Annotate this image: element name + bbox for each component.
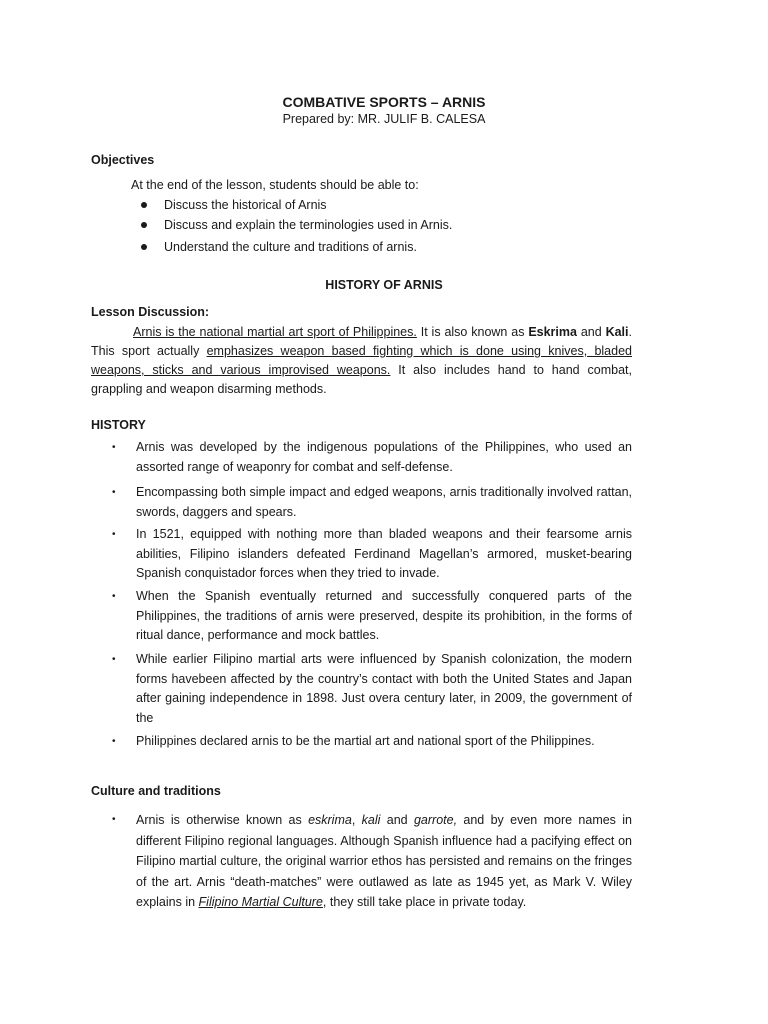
bold-term: Kali: [605, 325, 629, 339]
underlined-text: Arnis is the national martial art sport of Philippines.: [133, 325, 417, 339]
document-subtitle: Prepared by: MR. JULIF B. CALESA: [282, 112, 486, 126]
history-heading: HISTORY: [91, 418, 146, 432]
paragraph-text: Arnis is otherwise known as: [136, 813, 309, 827]
book-reference: Filipino Martial Culture: [198, 895, 323, 909]
paragraph-text: and: [576, 325, 606, 339]
bullet-text: [136, 810, 632, 913]
lesson-paragraph: [91, 323, 632, 399]
bullet-dot-icon: [141, 244, 147, 250]
bullet-icon: •: [112, 814, 116, 825]
objective-text: Discuss and explain the terminologies used in Arnis.: [164, 218, 453, 232]
history-of-arnis-heading: HISTORY OF ARNIS: [325, 278, 443, 292]
history-bullet: [112, 650, 632, 728]
bullet-icon: •: [112, 736, 116, 747]
paragraph-text: and by even more names in different Filipino regional languages. Although Spanish influence had a pacifying effect on Filipino martial culture, the original warrior ethos has persisted and remains on the fringes of the art. Arnis “death-matches” were outlawed as late as 1945 yet, as Mark V. Wiley explains in: [136, 813, 633, 909]
bullet-icon: •: [112, 591, 116, 602]
objective-item: [141, 196, 327, 215]
italic-term: kali: [361, 813, 381, 827]
objective-text: Discuss the historical of Arnis: [164, 198, 327, 212]
bullet-icon: •: [112, 529, 116, 540]
italic-term: garrote,: [413, 813, 458, 827]
lesson-discussion-heading: Lesson Discussion:: [91, 305, 210, 319]
paragraph-text: It is also known as: [416, 325, 529, 339]
paragraph-text: ,: [351, 813, 362, 827]
objective-item: [141, 216, 452, 235]
bullet-text: When the Spanish eventually returned and successfully conquered parts of the Philippines, the traditions of arnis were preserved, despite its prohibition, in the forms of ritual dance, performance and mock battles.: [136, 589, 632, 642]
bullet-dot-icon: [141, 202, 147, 208]
paragraph-text: and: [380, 813, 414, 827]
bullet-text: Encompassing both simple impact and edged weapons, arnis traditionally involved rattan, swords, daggers and spears.: [136, 485, 632, 519]
bullet-icon: •: [112, 442, 116, 453]
bullet-icon: •: [112, 654, 116, 665]
paragraph-text: , they still take place in private today.: [322, 895, 527, 909]
objective-item: [141, 238, 417, 257]
bullet-dot-icon: [141, 222, 147, 228]
bold-term: Eskrima: [528, 325, 577, 339]
history-bullet: [112, 525, 632, 584]
objective-text: Understand the culture and traditions of arnis.: [164, 240, 417, 254]
history-bullet: [112, 732, 632, 752]
culture-bullet: [112, 810, 632, 913]
objectives-intro: At the end of the lesson, students should be able to:: [131, 178, 419, 192]
underlined-text: emphasizes weapon based fighting which is done using knives, bladed weapons, sticks and various improvised weapons.: [91, 344, 632, 377]
history-bullet: [112, 438, 632, 477]
objectives-heading: Objectives: [91, 153, 155, 167]
bullet-text: While earlier Filipino martial arts were influenced by Spanish colonization, the modern forms havebeen affected by the country’s contact with both the United States and Japan after gaining independence in 1898. Just overa century later, in 2009, the government of the: [136, 652, 632, 725]
bullet-text: Philippines declared arnis to be the martial art and national sport of the Philippines.: [136, 734, 595, 748]
paragraph-text: . This sport actually: [91, 325, 632, 358]
culture-heading: Culture and traditions: [91, 784, 221, 798]
history-bullet: [112, 587, 632, 646]
bullet-text: Arnis was developed by the indigenous populations of the Philippines, who used an assorted range of weaponry for combat and self-defense.: [136, 440, 632, 474]
document-title: COMBATIVE SPORTS – ARNIS: [282, 94, 486, 110]
bullet-icon: •: [112, 487, 116, 498]
paragraph-text: It also includes hand to hand combat, grappling and weapon disarming methods.: [91, 363, 632, 396]
bullet-text: In 1521, equipped with nothing more than bladed weapons and their fearsome arnis abilities, Filipino islanders defeated Ferdinand Magellan’s armored, musket-bearing Spanish conquistador forces when they tried to invade.: [136, 527, 632, 580]
history-bullet: [112, 483, 632, 522]
italic-term: eskrima: [308, 813, 352, 827]
